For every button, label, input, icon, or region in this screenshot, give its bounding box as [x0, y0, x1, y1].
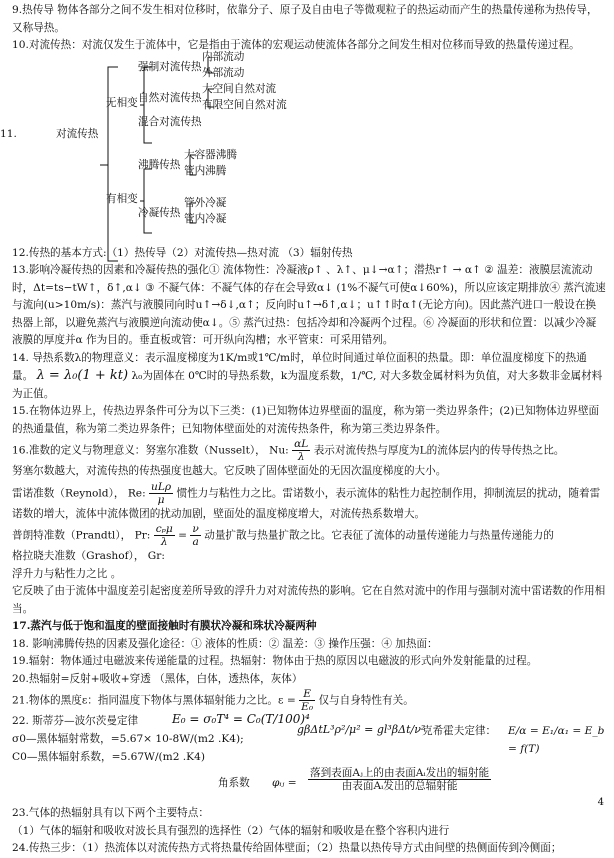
tree-boiling: 沸腾传热 [138, 158, 181, 171]
stefan-boltzmann-formula: E₀ = σ₀T⁴ = C₀(T/100)⁴ [172, 712, 310, 726]
convection-tree-diagram [0, 50, 606, 277]
item-9: 9.热传导 物体各部分之间不发生相对位移时，依靠分子、原子及自由电子等微观粒子的热运动而产生的热量传递称为热传导，又称导热。 [12, 4, 598, 34]
item-21 [12, 688, 606, 713]
thermal-conductivity-formula: λ = λ₀(1 + kt) [36, 368, 129, 383]
kirchhoff-label: 克希霍夫定律： [422, 725, 497, 737]
item-15: 15.在物体边界上，传热边界条件可分为以下三类：(1)已知物体边界壁面的温度，称为第一类边界条件；(2)已知物体边界壁面的热通量值，称为第二类边界条件；已知物体壁面处的对流传热条件，称为第三类边界条件。 [12, 405, 600, 435]
prandtl-fraction-1 [154, 523, 175, 548]
blackbody-constant: σ0—黑体辐射常数，=5.67× 10-8W/(m2 .K4); [12, 733, 244, 745]
nusselt-label: 16.准数的定义与物理意义：努塞尔准数（Nusselt）， Nu: [12, 444, 289, 457]
prandtl-numerator-1: cₚμ [155, 523, 173, 535]
item-19: 19.辐射：物体通过电磁波来传递能量的过程。热辐射：物体由于热的原因以电磁波的形式向外发射能量的过程。 [12, 655, 538, 667]
prandtl-fraction-2 [190, 523, 200, 548]
prandtl: 普朗特准数（Prandtl）， Pr: $\frac{\text{cₚμ}}{\lambda}$ = $\frac{\nu}{a}$ 动量扩散与热量扩散之比。它表征了流体的动量传递能力与热量传递能力的 [12, 523, 554, 548]
document-page [0, 2, 606, 858]
view-factor-numerator: 落到表面Aⱼ上的由表面Aᵢ发出的辐射能 [310, 767, 490, 779]
view-factor-symbol: φᵢⱼ = [272, 777, 297, 789]
item-10: 10.对流传热：对流仅发生于流体中，它是指由于流体的宏观运动使流体各部分之间发生相对位移而导致的热量传递过程。 [12, 39, 580, 51]
tree-cond-outside: 管外冷凝 [184, 196, 227, 209]
item-16 [12, 438, 606, 463]
emissivity-note: 仅与自身特性有关。 [318, 694, 414, 707]
item-20: 20.热辐射=反射+吸收+穿透 （黑体，白体，透热体，灰体） [12, 672, 303, 685]
prandtl-denominator-2: a [192, 536, 199, 548]
tree-cond-inside: 管内冷凝 [184, 212, 227, 225]
tree-phase: 有相变 [106, 192, 138, 205]
tree-boiling-tube: 管内沸腾 [184, 164, 227, 177]
tree-forced-internal: 内部流动 [202, 50, 245, 63]
grashof-meaning: 浮升力与粘性力之比 。 [12, 567, 122, 580]
blackbody-coefficient: C0—黑体辐射系数，=5.67W/(m2 .K4) [12, 751, 205, 763]
item-14-text: 14. 导热系数λ的物理意义：表示温度梯度为1K/m或1℃/m时，单位时间通过单位面积的热量。即：单位温度梯度下的热通量。 [12, 351, 587, 382]
nusselt-numerator: αL [294, 438, 309, 450]
emissivity-denominator: E₀ [301, 701, 314, 713]
item-23: 23.气体的热辐射具有以下两个主要特点： [12, 807, 209, 819]
tree-forced-external: 外部流动 [202, 66, 245, 79]
prandtl-numerator-2: ν [192, 523, 199, 535]
item-22 [12, 713, 606, 767]
emissivity-numerator: E [299, 688, 315, 701]
reynolds-numerator: uLρ [151, 480, 172, 493]
item-24: 24.传热三步：（1）热流体以对流传热方式将热量传给固体壁面；（2）热量以热传导方式由间壁的热侧面传到冷侧面； [12, 842, 562, 854]
view-factor [12, 767, 606, 805]
item-18: 18. 影响沸腾传热的因素及强化途径：① 液体的性质：② 温差：③ 操作压强：④ 加热面： [12, 637, 438, 650]
tree-brackets [12, 57, 606, 277]
item-14-text-b: λ₀为固体在 0℃时的导热系数，k为温度系数，1/℃, 对大多数金属材料为负值，对大多数非金属材料为正值。 [12, 370, 603, 400]
grashof-formula: gβΔtL³ρ²/μ² = gl³βΔt/ν² [297, 723, 426, 736]
prandtl-denominator-1: λ [160, 536, 168, 548]
view-factor-label: 角系数 [218, 777, 250, 789]
kirchhoff-formula: E/α = E₁/α₁ = E_b = f(T) [508, 725, 605, 755]
grashof-label: 格拉晓夫准数（Grashof）， Gr: [12, 550, 165, 562]
tree-boiling-pool: 大容器沸腾 [184, 148, 237, 161]
view-factor-denominator: 由表面Aᵢ发出的总辐射能 [341, 780, 458, 792]
prandtl-label: 普朗特准数（Prandtl）， Pr: [12, 529, 151, 542]
prandtl-meaning: 动量扩散与热量扩散之比。它表征了流体的动量传递能力与热量传递能力的 [204, 529, 554, 542]
stefan-boltzmann-label: 22. 斯蒂芬—波尔茨曼定律 [12, 715, 139, 727]
item-11-number: 11. [0, 127, 17, 140]
tree-natural-large: 大空间自然对流 [202, 82, 277, 95]
nusselt-note: 努塞尔数越大，对流传热的传热强度也越大。它反映了固体壁面处的无因次温度梯度的大小。 [12, 465, 447, 477]
view-factor-fraction [308, 767, 491, 792]
tree-condensation: 冷凝传热 [138, 206, 181, 219]
tree-natural-limited: 有限空间自然对流 [202, 98, 287, 111]
tree-mixed: 混合对流传热 [138, 115, 202, 128]
emissivity-fraction [299, 688, 315, 713]
reynolds [12, 481, 606, 524]
reynolds-meaning: 惯性力与粘性力之比。雷诺数小，表示流体的粘性力起控制作用，抑制流层的扰动，随着雷诺数的增大，流体中流体微团的扰动加剧，壁面处的温度梯度增大，对流传热系数增大。 [12, 487, 601, 520]
emissivity-label: 21.物体的黑度ε：指同温度下物体与黑体辐射能力之比。ε = [12, 694, 296, 707]
reynolds-fraction [149, 481, 173, 506]
item-12: 12.传热的基本方式:（1）热传导（2）对流传热—热对流 （3）辐射传热 [12, 246, 353, 259]
reynolds-label: 雷诺准数（Reynold）， Re: [12, 487, 146, 499]
nusselt-meaning: 表示对流传热与厚度为L的流体层内的传导传热之比。 [313, 444, 565, 457]
tree-root: 对流传热 [56, 127, 99, 140]
reynolds-denominator: μ [157, 493, 165, 506]
nusselt-denominator: λ [297, 451, 305, 463]
nusselt-fraction [292, 438, 310, 463]
item-14 [12, 350, 606, 404]
item-13: 13.影响冷凝传热的因素和冷凝传热的强化① 流体物性：冷凝液ρ↑ 、λ↑、μ↓→α↑；潜热r↑ → α↑ ② 温差：液膜层流流动时，Δt=ts−tW↑，δ↑,α↓ ③ 不凝气体：不凝气体的存在会导致α↓ (1%不凝气可使α↓60%)，所以应该定期排放④ 蒸汽流速与流向(u>10m/s)：蒸汽与液膜同向时u↑→δ↓,α↑；反向时u↑→δ↑,α↓；u↑↑时α↑(无论方向)。因此蒸汽进口一般设在换热器上部，以避免蒸汽与液膜逆向流动使α↓。⑤ 蒸汽过热：包括冷却和冷凝两个过程。⑥ 冷凝面的形状和位置：以减少冷凝液膜的厚度并α 作为目的。垂直板或管：可开纵向沟槽；水平管束：可采用错列。 [12, 264, 606, 346]
tree-natural: 自然对流传热 [138, 91, 202, 104]
tree-no-phase: 无相变 [106, 96, 138, 109]
tree-forced: 强制对流传热 [138, 60, 202, 73]
page-number: 4 [597, 796, 604, 808]
item-17: 17.蒸汽与低于饱和温度的壁面接触时有膜状冷凝和珠状冷凝两种 [12, 620, 317, 632]
item-23-detail: （1）气体的辐射和吸收对波长具有强烈的选择性（2）气体的辐射和吸收是在整个容积内进行 [12, 824, 450, 837]
grashof-note: 它反映了由于流体中温度差引起密度差所导致的浮升力对对流传热的影响。它在自然对流中的作用与强制对流中雷诺数的作用相当。 [12, 585, 606, 615]
